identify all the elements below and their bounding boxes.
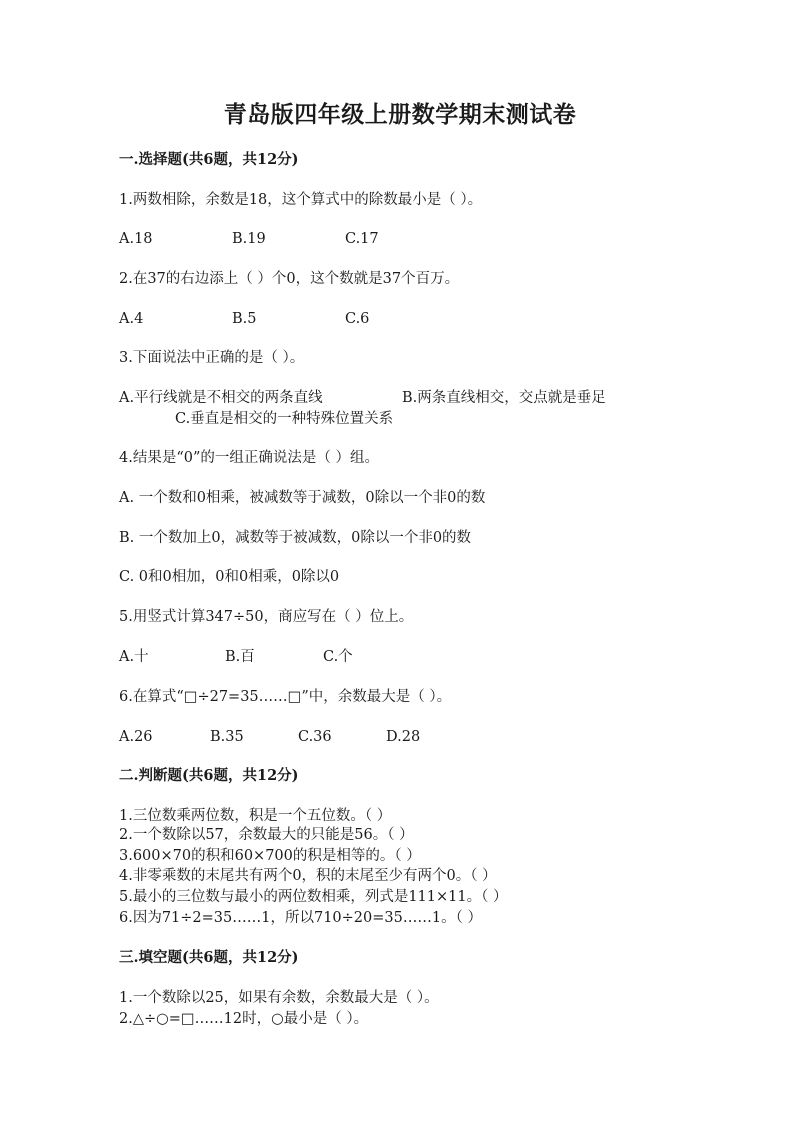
section-heading-judgement: 二.判断题(共6题，共12分): [119, 767, 299, 784]
page-title: 青岛版四年级上册数学期末测试卷: [223, 101, 577, 128]
question-3-option-c: C.垂直是相交的一种特殊位置关系: [175, 411, 394, 427]
question-5-option-a: A.十: [119, 649, 149, 665]
judgement-item-3: 3.600×70的积和60×700的积是相等的。（ ）: [119, 848, 421, 864]
question-4-option-a: A. 一个数和0相乘，被减数等于减数，0除以一个非0的数: [119, 490, 486, 506]
question-1-option-c: C.17: [345, 231, 379, 247]
fill-item-2: 2.△÷○=□……12时，○最小是（ ）。: [119, 1011, 369, 1027]
question-2-stem: 2.在37的右边添上（ ）个0，这个数就是37个百万。: [119, 271, 460, 287]
question-2-option-c: C.6: [345, 311, 370, 327]
question-5-stem: 5.用竖式计算347÷50，商应写在（ ）位上。: [119, 609, 414, 625]
judgement-item-6: 6.因为71÷2=35……1，所以710÷20=35……1。（ ）: [119, 910, 482, 926]
fill-item-1: 1.一个数除以25，如果有余数，余数最大是（ ）。: [119, 990, 439, 1006]
section-heading-fill: 三.填空题(共6题，共12分): [119, 949, 299, 966]
question-6-option-b: B.35: [210, 729, 244, 745]
question-6-stem: 6.在算式“□÷27=35……□”中，余数最大是（ ）。: [119, 689, 452, 705]
question-1-option-a: A.18: [119, 231, 153, 247]
question-2-option-b: B.5: [232, 311, 257, 327]
question-1-stem: 1.两数相除，余数是18，这个算式中的除数最小是（ ）。: [119, 192, 483, 208]
question-5-option-c: C.个: [323, 649, 353, 665]
question-6-option-c: C.36: [298, 729, 332, 745]
section-heading-choice: 一.选择题(共6题，共12分): [119, 151, 299, 168]
question-2-option-a: A.4: [119, 311, 144, 327]
question-4-option-c: C. 0和0相加，0和0相乘，0除以0: [119, 569, 340, 585]
judgement-item-2: 2.一个数除以57，余数最大的只能是56。（ ）: [119, 827, 414, 843]
question-3-option-a: A.平行线就是不相交的两条直线: [119, 390, 323, 406]
question-3-option-b: B.两条直线相交，交点就是垂足: [402, 390, 606, 406]
question-6-option-a: A.26: [119, 729, 153, 745]
question-4-option-b: B. 一个数加上0，减数等于被减数，0除以一个非0的数: [119, 530, 472, 546]
question-4-stem: 4.结果是“0”的一组正确说法是（ ）组。: [119, 450, 379, 466]
question-6-option-d: D.28: [386, 729, 421, 745]
question-3-stem: 3.下面说法中正确的是（ ）。: [119, 350, 305, 366]
question-5-option-b: B.百: [225, 649, 255, 665]
judgement-item-5: 5.最小的三位数与最小的两位数相乘，列式是111×11。（ ）: [119, 889, 508, 905]
judgement-item-4: 4.非零乘数的末尾共有两个0，积的末尾至少有两个0。（ ）: [119, 868, 497, 884]
judgement-item-1: 1.三位数乘两位数，积是一个五位数。（ ）: [119, 808, 392, 824]
question-1-option-b: B.19: [232, 231, 266, 247]
